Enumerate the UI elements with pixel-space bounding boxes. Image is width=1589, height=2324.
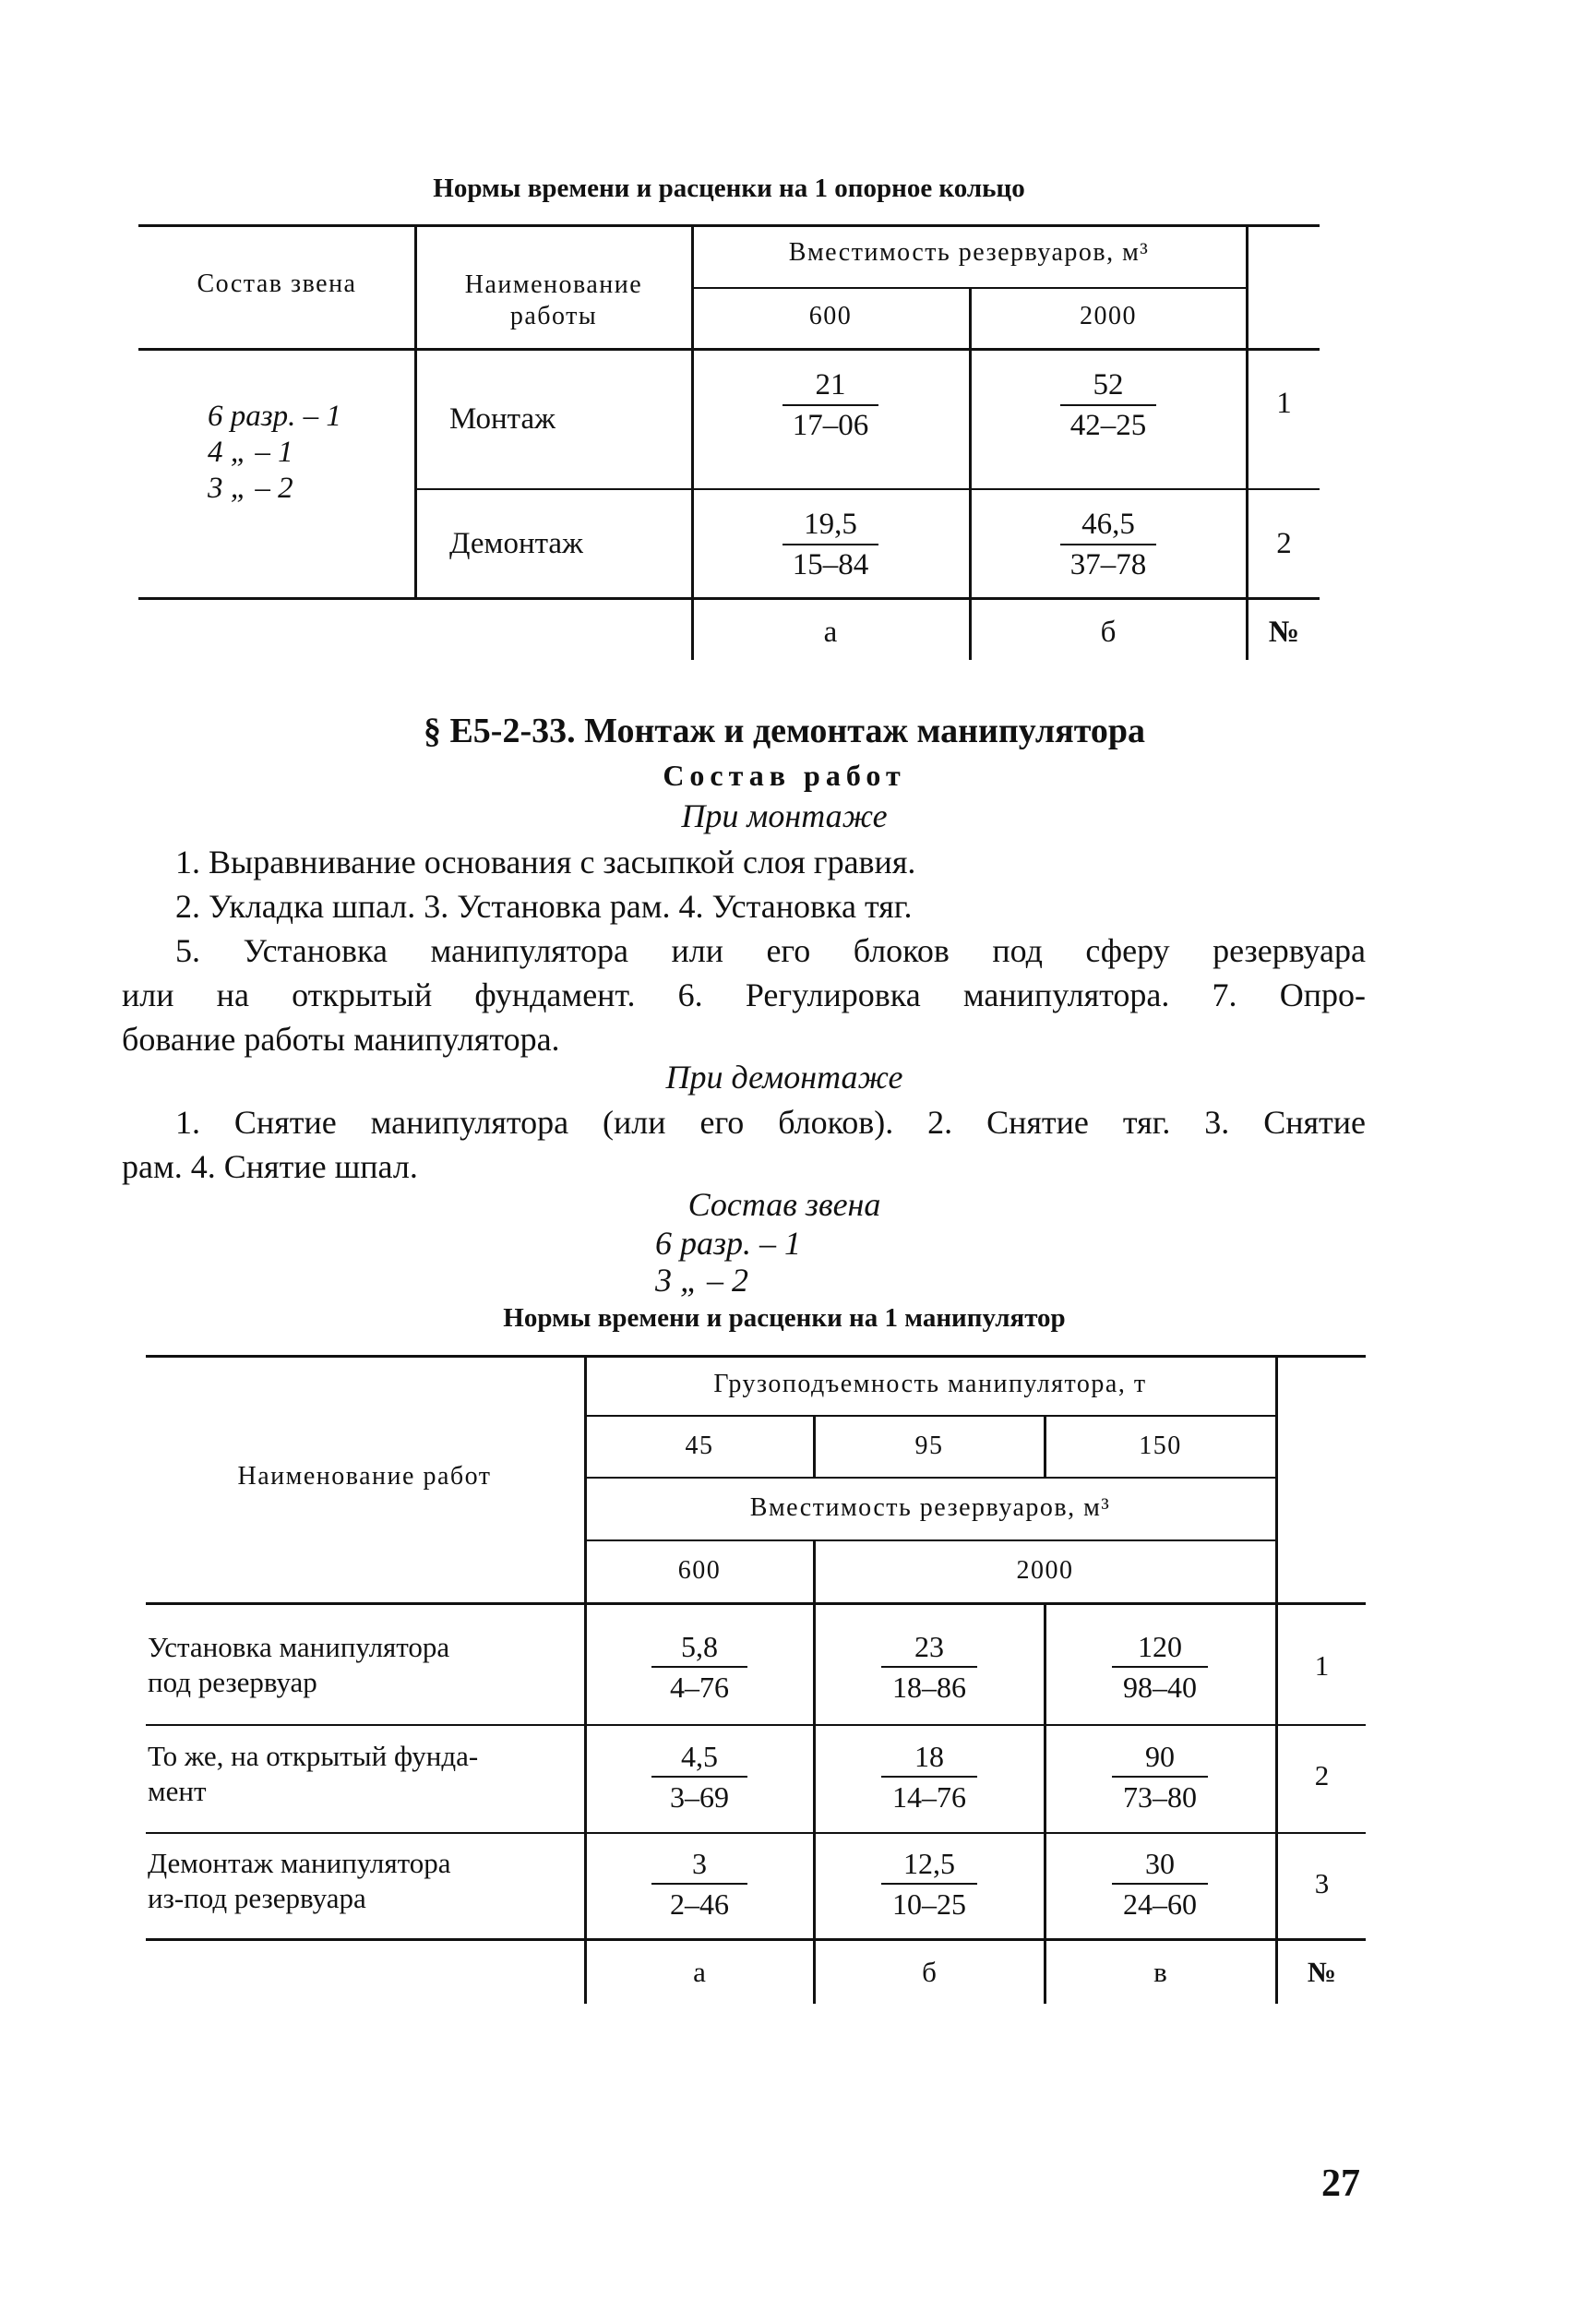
table1-top-rule [138, 224, 1320, 227]
section-title: § Е5-2-33. Монтаж и демонтаж манипулятора [423, 712, 1146, 750]
dismount-line-2: рам. 4. Снятие шпал. [122, 1148, 418, 1185]
table1-header-2000: 2000 [1080, 302, 1137, 330]
table2-row1-number: 1 [1314, 1649, 1330, 1682]
table2-top-rule [146, 1355, 1366, 1358]
table2-row2-number: 2 [1314, 1759, 1330, 1791]
table2-row1-150: $\frac{120}{98-40}$ [1095, 1629, 1225, 1705]
table2-caption: Нормы времени и расценки на 1 манипулятор [503, 1303, 1066, 1333]
table2-header-600: 600 [677, 1556, 722, 1585]
mount-line-4: или на открытый фундамент. 6. Регулировка манипулятора. 7. Опро- [122, 976, 1366, 1013]
mount-line-5: бование работы манипулятора. [122, 1021, 560, 1058]
table2-tonnage-rule [585, 1477, 1277, 1479]
table2-row3-name: Демонтаж манипулятора из-под резервуара [148, 1847, 451, 1914]
table1-head-rule [138, 348, 1320, 351]
table2-row3-number: 3 [1314, 1867, 1330, 1899]
table1-row2-600: $\frac{19,5}{15-84}$ [766, 507, 895, 582]
table2-footer-c: в [1153, 1956, 1167, 1988]
table2-head-rule [146, 1602, 1366, 1605]
table1-row1-600: $\frac{21}{17-06}$ [766, 367, 895, 443]
table2-row3-45: $\frac{3}{2-46}$ [635, 1846, 764, 1922]
table2-header-capacity: Вместимость резервуаров, м³ [749, 1493, 1111, 1522]
table2-bottom-rule [146, 1938, 1366, 1941]
table2-footer-no: № [1307, 1956, 1337, 1988]
table2-row3-95: $\frac{12,5}{10-25}$ [865, 1846, 994, 1922]
table1-vline-2 [691, 224, 694, 660]
table1-bottom-rule [138, 597, 1320, 600]
page-number: 27 [1321, 2162, 1360, 2205]
table2-header-work-names: Наименование работ [237, 1462, 492, 1491]
table1-caption: Нормы времени и расценки на 1 опорное кольцо [433, 174, 1025, 203]
table2-footer-a: а [693, 1956, 706, 1988]
table2-row2-rule [146, 1832, 1366, 1834]
table1-row2-number: 2 [1276, 527, 1292, 560]
table1-header-capacity: Вместимость резервуаров, м³ [788, 238, 1150, 267]
table2-vline-3b [1044, 1602, 1046, 2004]
table2-row2-45: $\frac{4,5}{3-69}$ [635, 1739, 764, 1815]
table1-vline-4 [1246, 224, 1248, 660]
table1-footer-b: б [1100, 616, 1117, 649]
table1-footer-a: а [823, 616, 838, 649]
mount-line-1: 1. Выравнивание основания с засыпкой слоя гравия. [175, 844, 916, 880]
table2-row3-150: $\frac{30}{24-60}$ [1095, 1846, 1225, 1922]
table2-row2-name: То же, на открытый фунда- мент [148, 1740, 479, 1807]
table2-row1-name: Установка манипулятора под резервуар [148, 1631, 450, 1698]
table2-header-45: 45 [685, 1432, 714, 1460]
table2-lift-rule [585, 1415, 1277, 1417]
table1-row1-2000: $\frac{52}{42-25}$ [1044, 367, 1173, 443]
dismount-line-1: 1. Снятие манипулятора (или его блоков). 2. Снятие тяг. 3. Снятие [175, 1104, 1366, 1141]
table1-row2-name: Демонтаж [449, 527, 583, 560]
crew-heading: Состав звена [687, 1186, 881, 1223]
table1-header-crew: Состав звена [197, 270, 357, 298]
mount-line-2: 2. Укладка шпал. 3. Установка рам. 4. Установка тяг. [175, 888, 913, 925]
mount-line-3: 5. Установка манипулятора или его блоков под сферу резервуара [175, 932, 1366, 969]
table2-header-2000: 2000 [1016, 1556, 1074, 1585]
table1-row2-2000: $\frac{46,5}{37-78}$ [1044, 507, 1173, 582]
table2-header-95: 95 [914, 1432, 944, 1460]
crew-line-1: 6 разр. – 1 [655, 1225, 802, 1262]
table1-header-work: Наименование работы [464, 270, 643, 330]
crew-line-2: 3 „ – 2 [655, 1262, 749, 1299]
table2-footer-b: б [922, 1956, 937, 1988]
dismount-heading: При демонтаже [665, 1059, 903, 1096]
table1-footer-no: № [1268, 616, 1300, 649]
table1-row1-number: 1 [1276, 387, 1292, 420]
table1-row1-name: Монтаж [449, 402, 556, 436]
table2-row1-95: $\frac{23}{18-86}$ [865, 1629, 994, 1705]
table2-row2-150: $\frac{90}{73-80}$ [1095, 1739, 1225, 1815]
table2-row2-95: $\frac{18}{14-76}$ [865, 1739, 994, 1815]
table1-vline-3 [969, 287, 972, 660]
table2-row1-45: $\frac{5,8}{4-76}$ [635, 1629, 764, 1705]
table2-header-lift-capacity: Грузоподъемность манипулятора, т [713, 1370, 1147, 1398]
mount-heading: При монтаже [681, 797, 888, 834]
table2-row1-rule [146, 1724, 1366, 1726]
table1-header-600: 600 [808, 302, 853, 330]
table1-row-rule [415, 488, 1320, 490]
table2-header-150: 150 [1139, 1432, 1182, 1460]
table2-capacity-rule [585, 1539, 1277, 1541]
table1-crew-composition: 6 разр. – 1 4 „ – 1 3 „ – 2 [208, 400, 341, 505]
table2-vline-2b [813, 1539, 816, 2004]
works-heading: Состав работ [663, 759, 906, 792]
